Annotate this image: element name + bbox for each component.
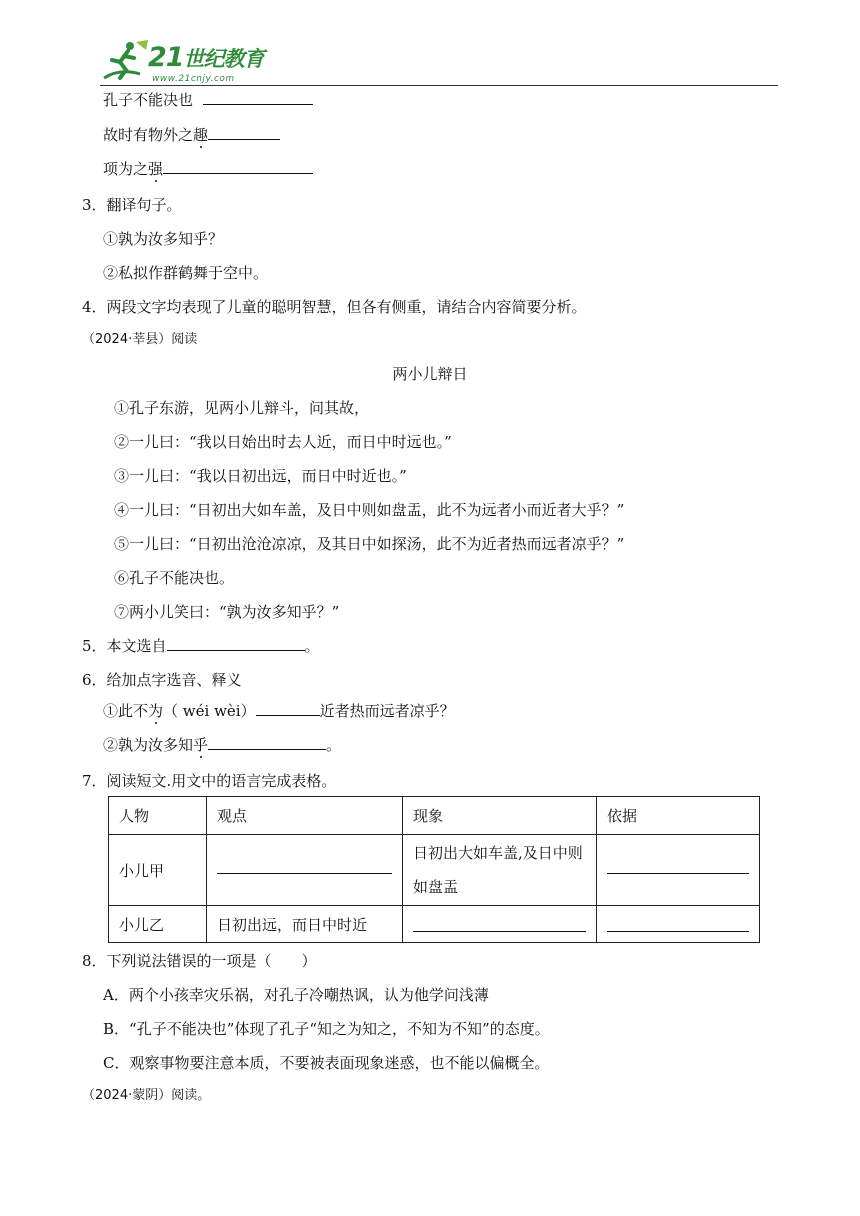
row-b-view: 日初出远，而日中时近 [207,906,403,943]
q3-stem: 3．翻译句子。 [82,196,182,214]
passage-para-5: ⑤一儿曰：“日初出沧沧凉凉，及其日中如探汤，此不为近者热而远者凉乎？” [114,535,625,553]
q6-sentence-1: ①此不为（ wéi wèi） 近者热而远者凉乎？ [103,702,455,720]
answer-blank[interactable] [203,90,313,105]
page-header [100,38,780,88]
item-a: 孔子不能决也 [103,90,313,110]
row-a-person: 小儿甲 [109,835,207,906]
passage-para-4: ④一儿曰：“日初出大如车盖，及日中则如盘盂，此不为远者小而近者大乎？” [114,501,625,519]
header-rule [100,85,778,86]
q4-stem: 4．两段文字均表现了儿童的聪明智慧，但各有侧重，请结合内容简要分析。 [82,298,587,316]
source-note-1: （2024·莘县）阅读 [82,332,198,347]
answer-blank[interactable] [256,701,320,716]
item-c: 项为之强 [103,159,313,179]
q6-stem: 6．给加点字选音、释义 [82,671,242,689]
runner-logo-icon [100,38,150,84]
answer-blank[interactable] [167,636,305,651]
passage-para-3: ③一儿曰：“我以日初出远，而日中时近也。” [114,467,407,485]
row-a-view-blank[interactable] [207,835,403,906]
table-row-a [109,835,760,906]
row-b-phenomenon-blank[interactable] [403,906,597,943]
row-b-basis-blank[interactable] [597,906,760,943]
answer-blank[interactable] [163,159,313,174]
q3-sentence-1: ①孰为汝多知乎？ [103,230,224,248]
logo-wordmark: 21世纪教育 [148,42,264,73]
row-a-basis-blank[interactable] [597,835,760,906]
q3-sentence-2: ②私拟作群鹤舞于空中。 [103,264,269,282]
answer-blank[interactable] [208,125,280,140]
row-b-person: 小儿乙 [109,906,207,943]
header-view: 观点 [207,797,403,835]
header-basis: 依据 [597,797,760,835]
item-b: 故时有物外之趣 [103,125,280,145]
q7-table [108,796,760,943]
row-a-phenomenon: 日初出大如车盖,及日中则如盘盂 [403,835,597,906]
table-header-row [109,797,760,835]
logo-url: www.21cnjy.com [152,74,235,84]
passage-para-1: ①孔子东游，见两小儿辩斗，问其故， [114,399,370,417]
passage-para-2: ②一儿曰：“我以日始出时去人近，而日中时远也。” [114,433,452,451]
q6-sentence-2: ②孰为汝多知乎 。 [103,736,342,754]
passage-para-6: ⑥孔子不能决也。 [114,569,235,587]
header-person: 人物 [109,797,207,835]
passage-para-7: ⑦两小儿笑曰：“孰为汝多知乎？” [114,603,340,621]
table-row-b [109,906,760,943]
q8-option-a[interactable]: A．两个小孩幸灾乐祸，对孔子冷嘲热讽，认为他学问浅薄 [103,986,489,1004]
header-phenomenon: 现象 [403,797,597,835]
q7-stem: 7．阅读短文.用文中的语言完成表格。 [82,772,337,790]
q8-option-b[interactable]: B．“孔子不能决也”体现了孔子“知之为知之，不知为不知”的态度。 [103,1020,550,1038]
answer-blank[interactable] [208,735,326,750]
passage-title: 两小儿辩日 [392,365,468,383]
q5: 5．本文选自 。 [82,637,320,655]
q8-option-c[interactable]: C．观察事物要注意本质，不要被表面现象迷惑，也不能以偏概全。 [103,1054,550,1072]
q8-stem: 8．下列说法错误的一项是（ ） [82,952,317,970]
source-note-2: （2024·蒙阴）阅读。 [82,1088,211,1103]
